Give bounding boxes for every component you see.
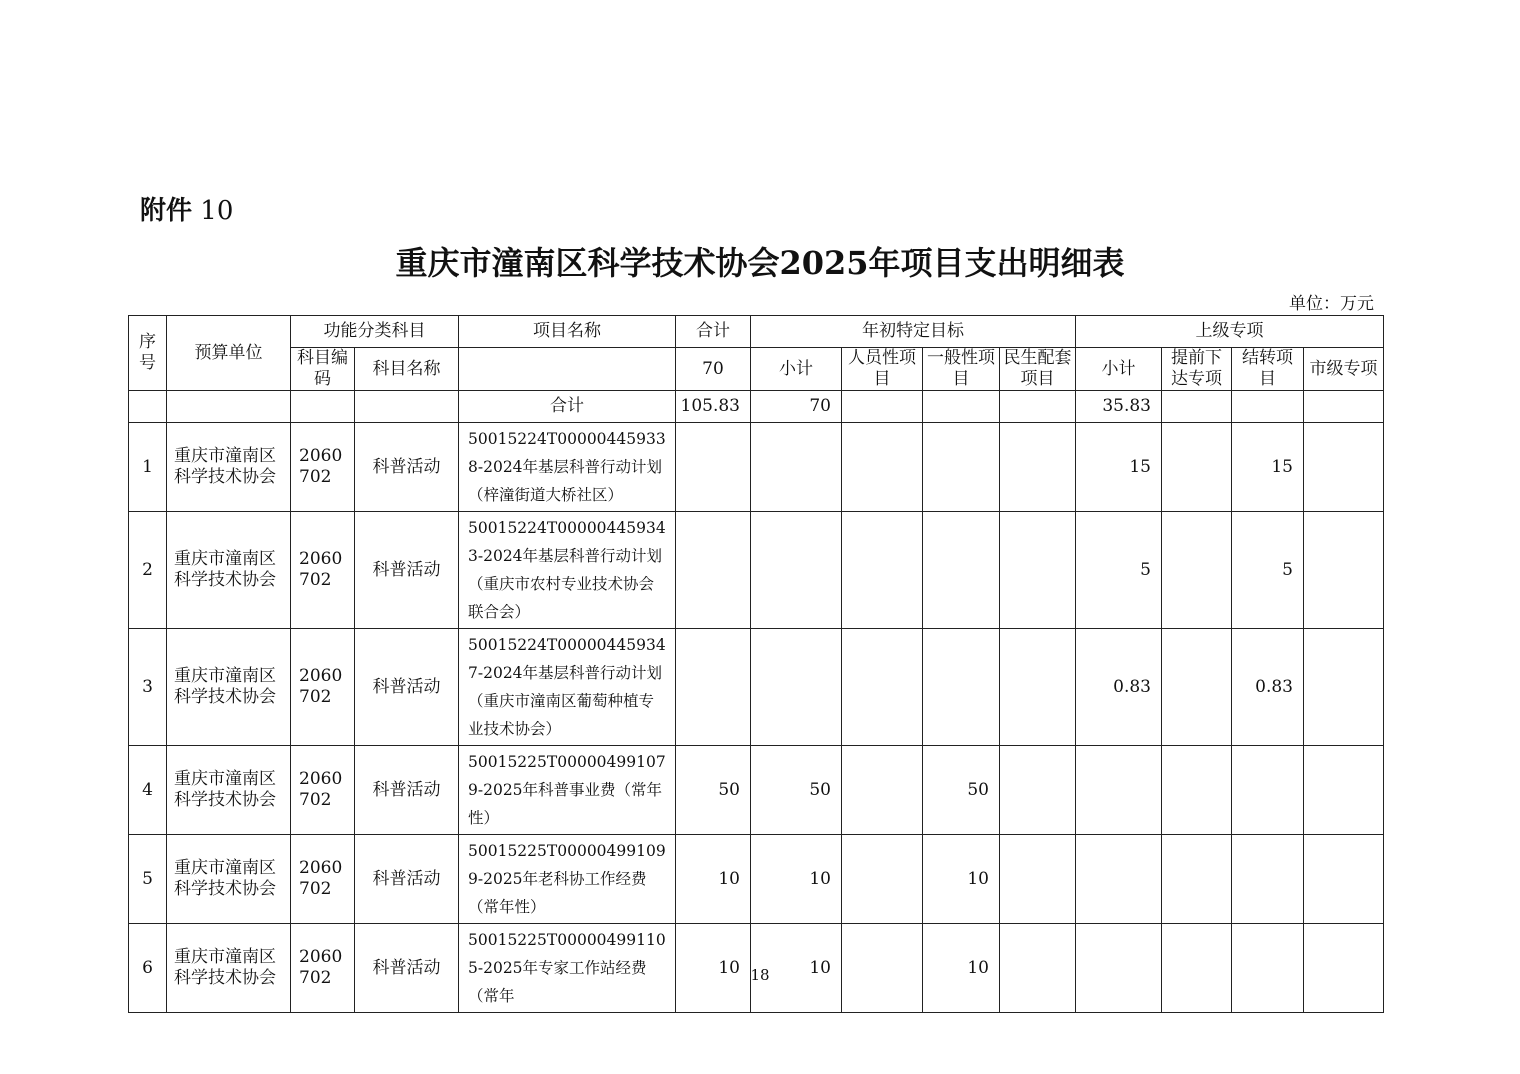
header-total: 合计	[676, 316, 751, 348]
row-municipal	[1304, 746, 1384, 835]
row-unit: 重庆市潼南区科学技术协会	[167, 512, 291, 629]
table-row	[129, 423, 1384, 512]
row-total: 50	[676, 746, 751, 835]
row-carryover	[1232, 746, 1304, 835]
header-func-class: 功能分类科目	[291, 316, 459, 348]
header-personnel: 人员性项目	[842, 348, 923, 391]
row-municipal	[1304, 423, 1384, 512]
summary-blank	[291, 391, 355, 423]
row-total	[676, 423, 751, 512]
header-budget-unit: 预算单位	[167, 316, 291, 391]
header-superior: 上级专项	[1076, 316, 1384, 348]
row-carryover: 0.83	[1232, 629, 1304, 746]
row-advance	[1162, 423, 1232, 512]
summary-blank	[1232, 391, 1304, 423]
row-subject: 科普活动	[355, 924, 459, 1013]
row-carryover: 15	[1232, 423, 1304, 512]
row-general: 10	[923, 835, 1000, 924]
project-expense-table	[128, 315, 1384, 1013]
row-personnel	[842, 746, 923, 835]
unit-label: 单位：万元	[1289, 294, 1374, 314]
summary-row	[129, 391, 1384, 423]
row-annual-subtotal	[751, 629, 842, 746]
summary-label: 合计	[459, 391, 676, 423]
header-sup-subtotal: 小计	[1076, 348, 1162, 391]
header-general: 一般性项目	[923, 348, 1000, 391]
row-sup-subtotal	[1076, 835, 1162, 924]
row-municipal	[1304, 512, 1384, 629]
row-project: 50015225T000004991079-2025年科普事业费（常年性）	[459, 746, 676, 835]
row-sup-subtotal	[1076, 746, 1162, 835]
summary-blank	[167, 391, 291, 423]
header-total-value: 70	[676, 348, 751, 391]
row-code: 2060702	[291, 629, 355, 746]
row-project: 50015224T000004459343-2024年基层科普行动计划（重庆市农村专业技术协会联合会）	[459, 512, 676, 629]
row-sup-subtotal: 0.83	[1076, 629, 1162, 746]
row-subject: 科普活动	[355, 835, 459, 924]
row-personnel	[842, 423, 923, 512]
header-seq: 序号	[129, 316, 167, 391]
row-project: 50015225T000004991099-2025年老科协工作经费（常年性）	[459, 835, 676, 924]
row-municipal	[1304, 835, 1384, 924]
summary-total: 105.83	[676, 391, 751, 423]
table-row	[129, 512, 1384, 629]
header-carryover: 结转项目	[1232, 348, 1304, 391]
row-total: 10	[676, 924, 751, 1013]
summary-blank	[923, 391, 1000, 423]
row-advance	[1162, 629, 1232, 746]
row-annual-subtotal: 10	[751, 924, 842, 1013]
row-municipal	[1304, 629, 1384, 746]
row-seq: 5	[129, 835, 167, 924]
header-municipal: 市级专项	[1304, 348, 1384, 391]
row-subject: 科普活动	[355, 746, 459, 835]
summary-blank	[1162, 391, 1232, 423]
table-row	[129, 835, 1384, 924]
row-livelihood	[1000, 423, 1076, 512]
attachment-word: 附件	[140, 196, 193, 226]
row-subject: 科普活动	[355, 629, 459, 746]
row-project: 50015224T000004459347-2024年基层科普行动计划（重庆市潼南区葡萄种植专业技术协会）	[459, 629, 676, 746]
row-subject: 科普活动	[355, 423, 459, 512]
row-total	[676, 629, 751, 746]
header-annual-target: 年初特定目标	[751, 316, 1076, 348]
row-personnel	[842, 512, 923, 629]
summary-blank	[1000, 391, 1076, 423]
row-sup-subtotal: 5	[1076, 512, 1162, 629]
row-code: 2060702	[291, 924, 355, 1013]
row-seq: 6	[129, 924, 167, 1013]
header-livelihood: 民生配套项目	[1000, 348, 1076, 391]
row-code: 2060702	[291, 746, 355, 835]
row-project: 50015224T000004459338-2024年基层科普行动计划（梓潼街道大桥社区）	[459, 423, 676, 512]
row-annual-subtotal	[751, 512, 842, 629]
row-annual-subtotal: 50	[751, 746, 842, 835]
header-advance: 提前下达专项	[1162, 348, 1232, 391]
row-livelihood	[1000, 835, 1076, 924]
row-seq: 4	[129, 746, 167, 835]
row-carryover: 5	[1232, 512, 1304, 629]
row-unit: 重庆市潼南区科学技术协会	[167, 746, 291, 835]
header-project-name: 项目名称	[459, 316, 676, 348]
page-title: 重庆市潼南区科学技术协会2025年项目支出明细表	[395, 244, 1125, 282]
header-subject-code: 科目编码	[291, 348, 355, 391]
summary-blank	[355, 391, 459, 423]
header-row-2	[129, 348, 1384, 391]
row-general	[923, 423, 1000, 512]
row-sup-subtotal: 15	[1076, 423, 1162, 512]
row-seq: 3	[129, 629, 167, 746]
row-livelihood	[1000, 629, 1076, 746]
row-general: 50	[923, 746, 1000, 835]
header-subject-name: 科目名称	[355, 348, 459, 391]
row-unit: 重庆市潼南区科学技术协会	[167, 423, 291, 512]
row-general	[923, 512, 1000, 629]
summary-blank	[129, 391, 167, 423]
header-annual-subtotal: 小计	[751, 348, 842, 391]
row-advance	[1162, 746, 1232, 835]
row-total: 10	[676, 835, 751, 924]
table-row	[129, 746, 1384, 835]
summary-blank	[1304, 391, 1384, 423]
row-annual-subtotal	[751, 423, 842, 512]
row-seq: 1	[129, 423, 167, 512]
row-code: 2060702	[291, 423, 355, 512]
attachment-number: 10	[200, 196, 234, 226]
row-personnel	[842, 629, 923, 746]
header-project-blank	[459, 348, 676, 391]
page-number: 18	[750, 966, 770, 984]
row-subject: 科普活动	[355, 512, 459, 629]
row-personnel	[842, 835, 923, 924]
header-row-1	[129, 316, 1384, 348]
row-seq: 2	[129, 512, 167, 629]
attachment-label	[140, 190, 233, 227]
row-general: 10	[923, 924, 1000, 1013]
row-code: 2060702	[291, 512, 355, 629]
table-row	[129, 629, 1384, 746]
row-total	[676, 512, 751, 629]
row-code: 2060702	[291, 835, 355, 924]
row-unit: 重庆市潼南区科学技术协会	[167, 924, 291, 1013]
row-advance	[1162, 512, 1232, 629]
row-livelihood	[1000, 512, 1076, 629]
row-annual-subtotal: 10	[751, 835, 842, 924]
row-project: 50015225T000004991105-2025年专家工作站经费（常年	[459, 924, 676, 1013]
row-advance	[1162, 835, 1232, 924]
summary-annual-subtotal: 70	[751, 391, 842, 423]
row-unit: 重庆市潼南区科学技术协会	[167, 629, 291, 746]
row-carryover	[1232, 835, 1304, 924]
row-general	[923, 629, 1000, 746]
summary-blank	[842, 391, 923, 423]
row-livelihood	[1000, 746, 1076, 835]
summary-sup-subtotal: 35.83	[1076, 391, 1162, 423]
row-unit: 重庆市潼南区科学技术协会	[167, 835, 291, 924]
